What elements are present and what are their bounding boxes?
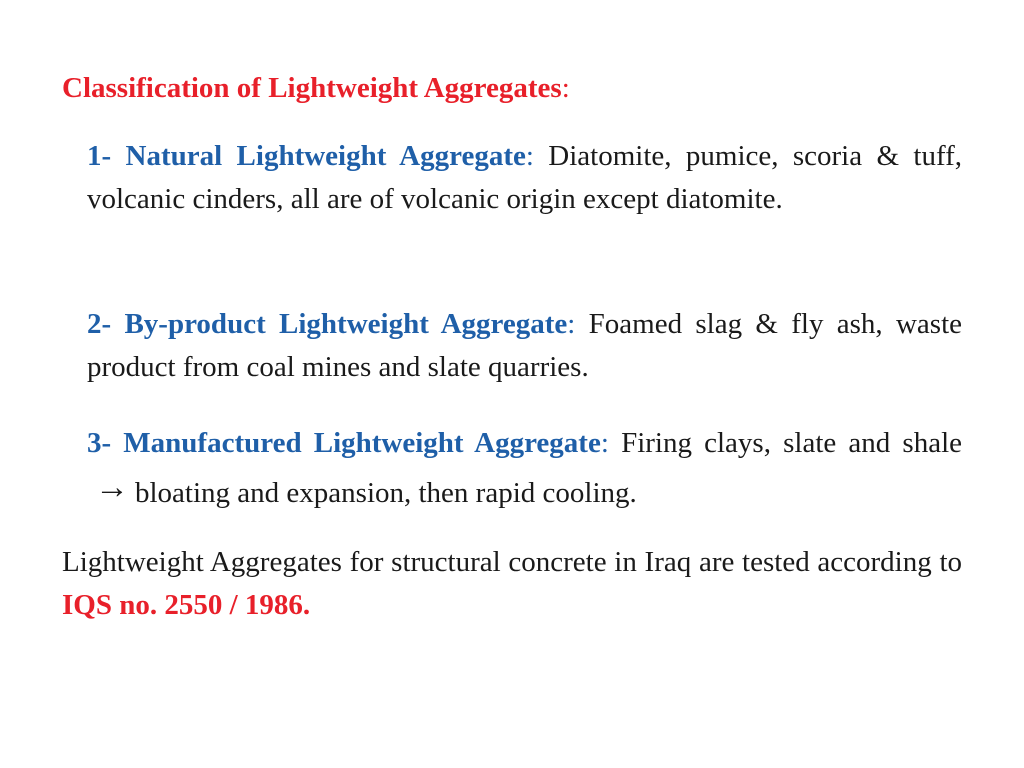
item-colon: : bbox=[525, 140, 534, 172]
classification-item-natural bbox=[87, 135, 962, 221]
slide-title-colon: : bbox=[561, 72, 570, 104]
standard-reference: IQS no. 2550 / 1986. bbox=[62, 589, 311, 621]
item-heading: 1- Natural Lightweight Aggregate bbox=[87, 140, 526, 172]
right-arrow-icon: → bbox=[95, 469, 129, 506]
item-body-before-arrow: Firing clays, slate and shale bbox=[621, 427, 963, 459]
item-heading: 3- Manufactured Lightweight Aggregate bbox=[87, 427, 601, 459]
item-body: Diatomite, pumice, scoria & tuff, volcanic cinders, all are of volcanic origin except diatomite. bbox=[87, 140, 963, 215]
footer-statement bbox=[62, 541, 962, 627]
slide-title-text: Classification of Lightweight Aggregates bbox=[62, 72, 562, 104]
item-heading: 2- By-product Lightweight Aggregate bbox=[87, 308, 568, 340]
slide-title bbox=[62, 68, 570, 108]
footer-text: Lightweight Aggregates for structural concrete in Iraq are tested according to bbox=[62, 546, 962, 578]
item-body-after-arrow: bloating and expansion, then rapid cooling. bbox=[135, 477, 637, 509]
item-body: Foamed slag & fly ash, waste product from coal mines and slate quarries. bbox=[87, 308, 963, 383]
classification-item-manufactured bbox=[87, 418, 962, 518]
item-colon: : bbox=[567, 308, 576, 340]
classification-item-by-product bbox=[87, 303, 962, 389]
item-colon: : bbox=[600, 427, 609, 459]
